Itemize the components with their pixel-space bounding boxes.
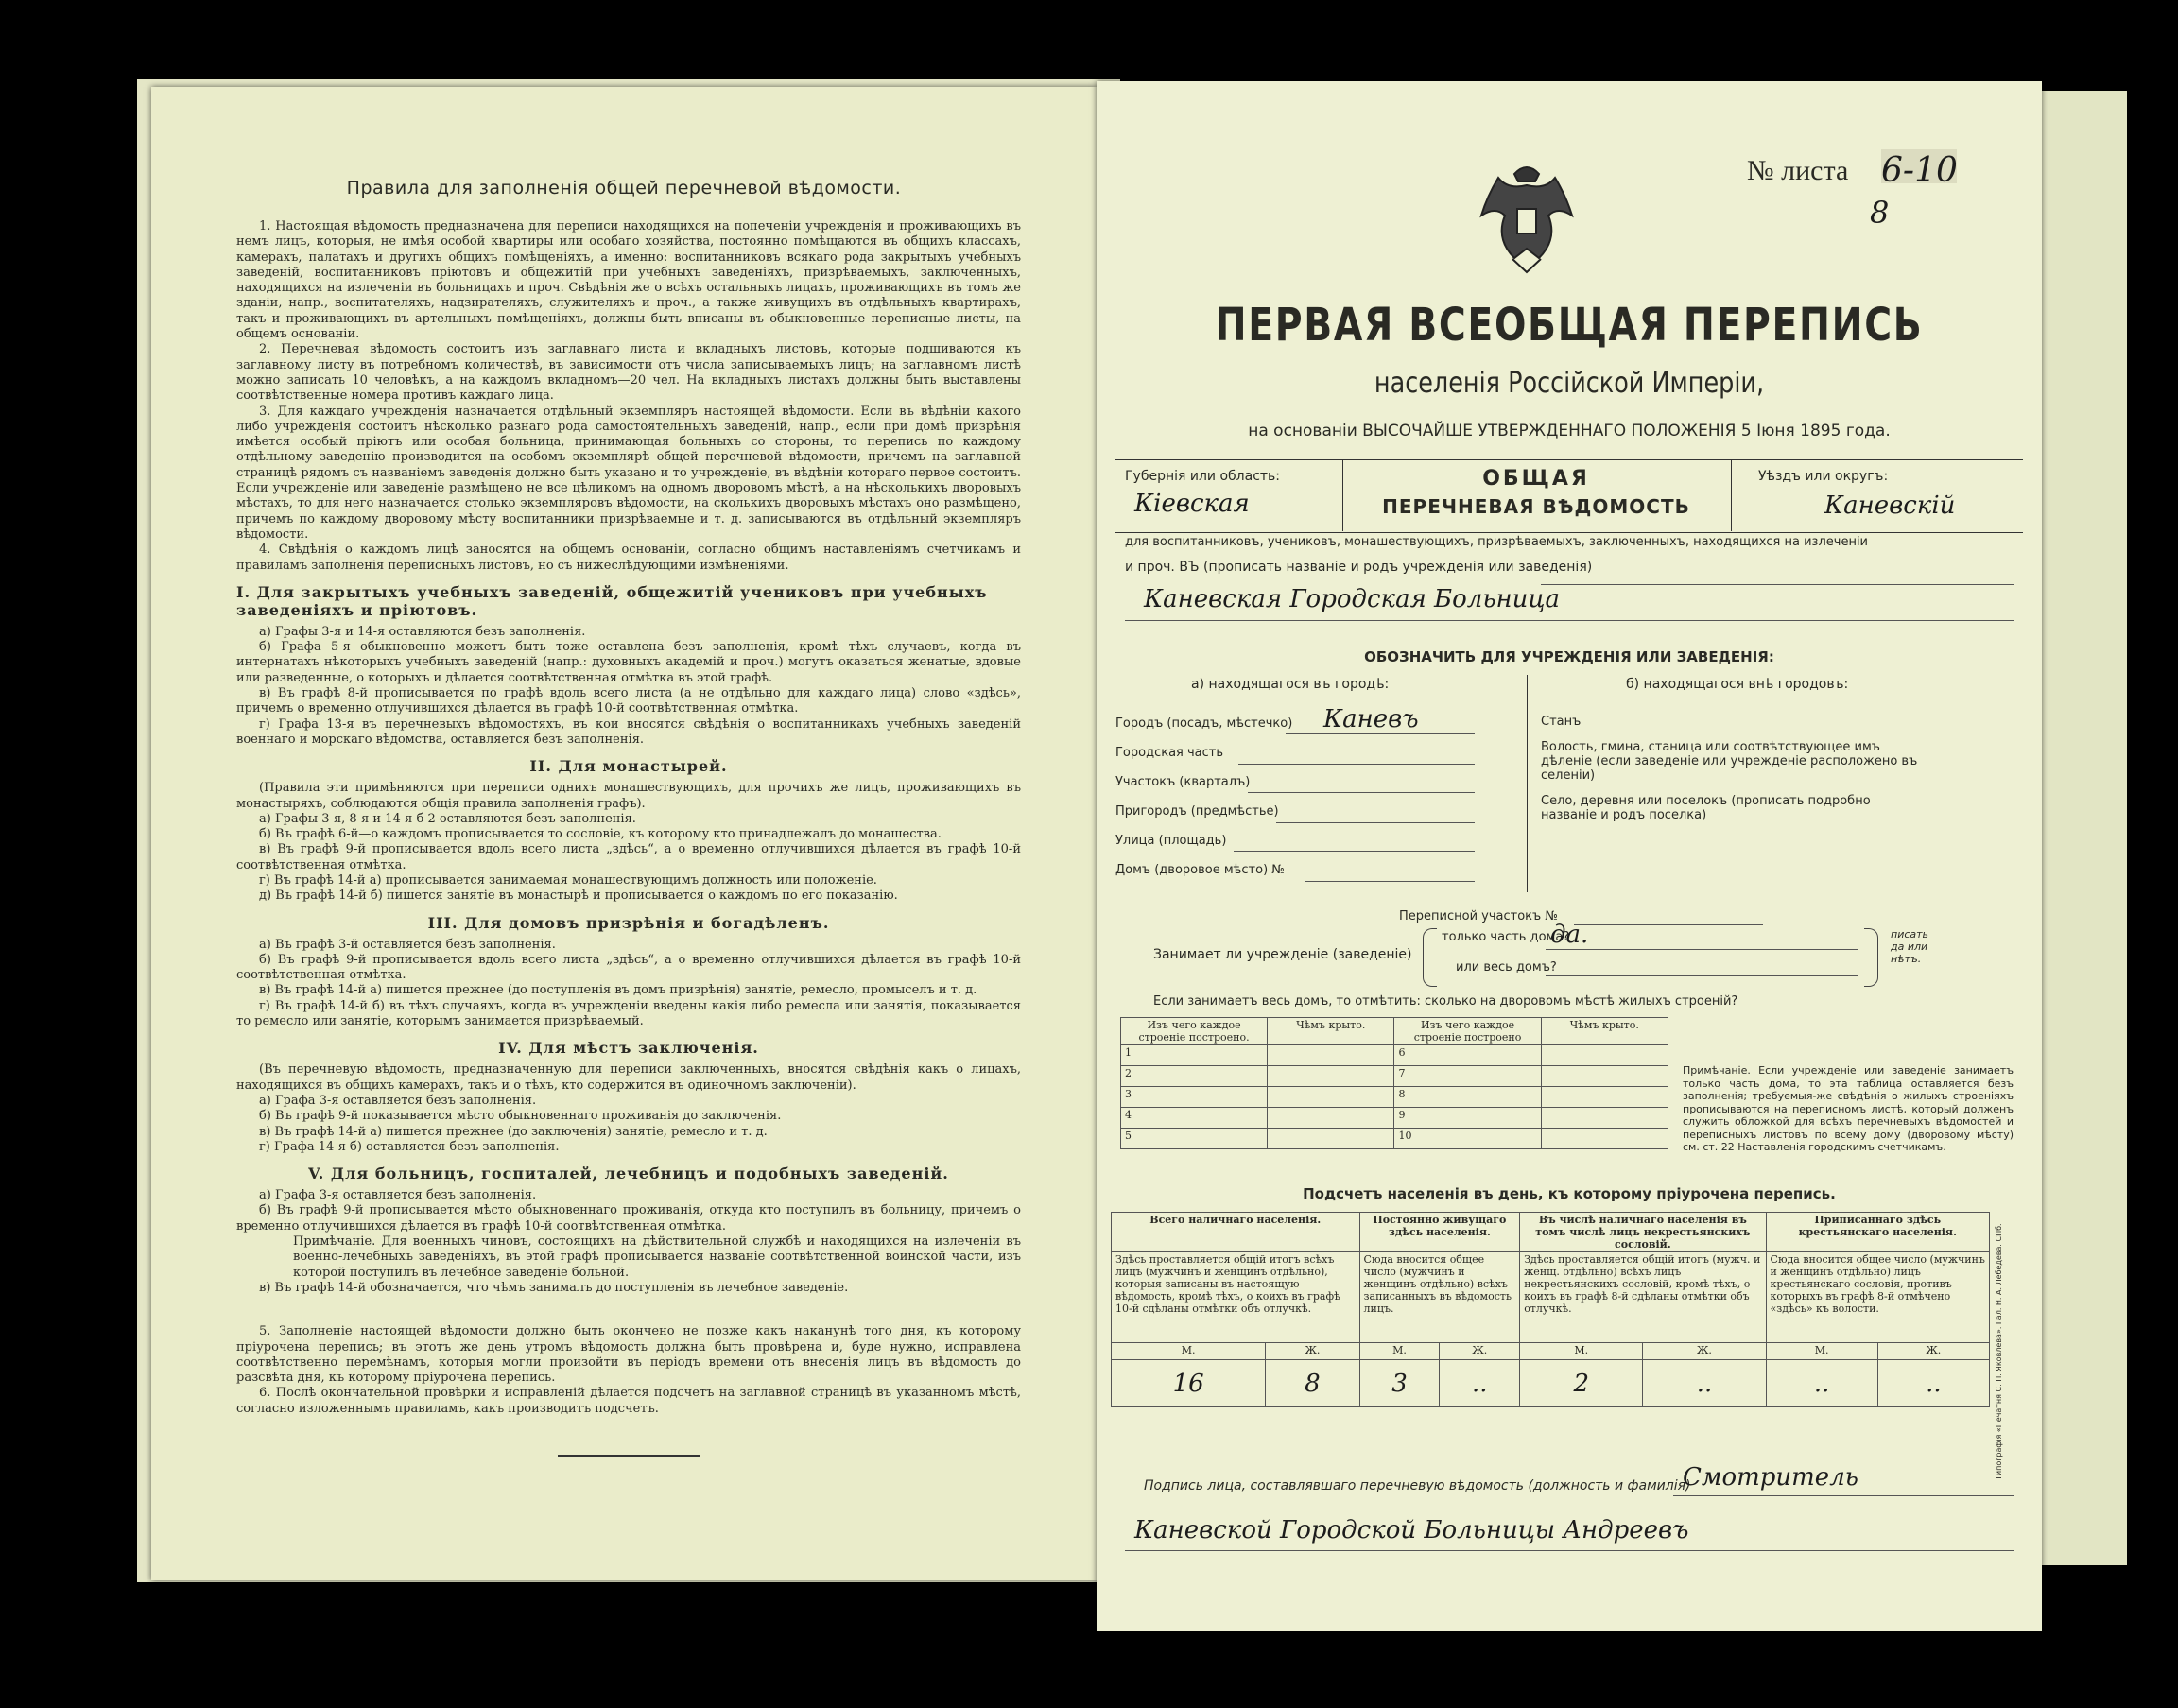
table-cell [1268, 1045, 1394, 1066]
table-cell [1541, 1087, 1668, 1108]
imperial-eagle-emblem-icon [1475, 157, 1579, 280]
occupies-label: Занимает ли учрежденіе (заведеніе) [1153, 947, 1412, 962]
table-cell [1541, 1066, 1668, 1087]
form-title-line2: ПЕРЕЧНЕВАЯ ВѢДОМОСТЬ [1382, 495, 1690, 518]
block-divider [1527, 675, 1528, 892]
rule-item: г) Въ графѣ 14-й б) въ тѣхъ случаяхъ, когда въ учрежденіи введены какія либо ремесла или занятія, показывается то ремесло или занятіе, которымъ занимается призрѣваемый. [236, 998, 1021, 1029]
rule-item: г) Въ графѣ 14-й а) прописывается занимаемая монашествующимъ должность или положеніе. [259, 872, 877, 888]
house-underline [1305, 881, 1475, 882]
table-cell [1268, 1129, 1394, 1149]
side-note: писать да или нѣтъ. [1891, 928, 1929, 965]
sheet-number-label: № листа [1747, 155, 1849, 186]
out-city-heading: б) находящагося внѣ городовъ: [1626, 677, 1849, 692]
rule-item: в) Въ графѣ 9-й прописывается вдоль всего листа „здѣсь“, а о временно отлучившихся дѣлается въ графѣ 10-й соотвѣтственная отмѣтка. [236, 842, 1021, 872]
table-header: Ж. [1877, 1343, 1989, 1360]
suburb-underline [1276, 822, 1475, 823]
rule-paragraph: 1. Настоящая вѣдомость предназначена для переписи находящихся на попеченіи учрежденія и проживающихъ въ немъ лицъ, которыя, не имѣя особой квартиры или особаго хозяйства, постоянно помѣщаются въ общихъ классахъ, камерахъ, палатахъ и другихъ общихъ помѣщеніяхъ, а именно: воспитанниковъ всякаго рода закрытыхъ учебныхъ заведеній, воспитанниковъ пріютовъ и общежитій при учебныхъ заведеніяхъ, призрѣваемыхъ, заключенныхъ, находящихся на излеченіи въ больницахъ и проч. Свѣдѣнія же о всѣхъ остальныхъ лицахъ, проживающихъ въ томъ же зданіи, напр., воспитателяхъ, надзирателяхъ, служителяхъ и проч., а также живущихъ въ отдѣльныхъ квартирахъ, такъ и проживающихъ въ артельныхъ помѣщеніяхъ, должны быть вписаны въ обыкновенные переписные листы, на общемъ основаніи. [236, 219, 1021, 342]
rule-item: а) Графа 3-я оставляется безъ заполненія. [259, 1093, 537, 1108]
table-cell: Здѣсь проставляется общій итогъ (мужч. и женщ. отдѣльно) всѣхъ лицъ некрестьянскихъ сословій, кромѣ тѣхъ, о коихъ въ графѣ 8-й сдѣланы отмѣтки объ отлучкѣ. [1520, 1252, 1766, 1343]
uezd-label: Уѣздъ или округъ: [1758, 469, 1889, 484]
population-count-table [1111, 1212, 1990, 1407]
designate-heading: ОБОЗНАЧИТЬ ДЛЯ УЧРЕЖДЕНІЯ ИЛИ ЗАВЕДЕНІЯ: [1364, 648, 1774, 665]
whole-house-note: Если занимаетъ весь домъ, то отмѣтить: сколько на дворовомъ мѣстѣ жилыхъ строеній? [1153, 994, 1738, 1009]
signature-underline-1 [1673, 1495, 2014, 1496]
table-cell: 6 [1394, 1045, 1541, 1066]
city-field-label: Пригородъ (предмѣстье) [1115, 804, 1279, 819]
table-cell: Сюда вносится общее число (мужчинъ и женщинъ отдѣльно) лицъ крестьянскаго сословія, противъ которыхъ въ графѣ 8-й отмѣчено «здѣсь» къ волости. [1766, 1252, 1989, 1343]
table-cell [1268, 1066, 1394, 1087]
city-fields [1115, 709, 1494, 885]
section-heading: IV. Для мѣстъ заключенія. [498, 1039, 759, 1058]
table-cell: Здѣсь проставляется общій итогъ всѣхъ лицъ (мужчинъ и женщинъ отдѣльно), которыя записаны въ настоящую вѣдомость, кромѣ тѣхъ, о коихъ въ графѣ 10-й сдѣланы отмѣтки объ отлучкѣ. [1112, 1252, 1360, 1343]
table-header: Всего наличнаго населенія. [1112, 1213, 1360, 1252]
buildings-table [1120, 1017, 1668, 1149]
part-house-value: да. [1550, 921, 1589, 949]
rules-title: Правила для заполненія общей перечневой вѣдомости. [346, 178, 902, 198]
rule-item: д) Въ графѣ 14-й б) пишется занятіе въ монастырѣ и прописывается о каждомъ по его показанію. [259, 889, 898, 904]
city-field-label: Городская часть [1115, 746, 1224, 760]
rule-item: в) Въ графѣ 14-й а) пишется прежнее (до заключенія) занятіе, ремесло и т. д. [259, 1124, 768, 1139]
table-cell: 10 [1394, 1129, 1541, 1149]
rule-item: г) Графа 13-я въ перечневыхъ вѣдомостяхъ, въ кои вносятся свѣдѣнія о воспитанникахъ учебныхъ заведеній военнаго и морскаго вѣдомства, оставляется безъ заполненія. [236, 716, 1021, 747]
census-subtitle: населенія Россійской Имперіи, [1374, 367, 1765, 400]
table-cell [1541, 1045, 1668, 1066]
institution-underline [1541, 584, 2014, 585]
count-cell: .. [1643, 1360, 1766, 1407]
guberniya-value: Кіевская [1134, 490, 1250, 518]
rule-paragraph: 2. Перечневая вѣдомость состоитъ изъ заглавнаго листа и вкладныхъ листовъ, которые подшиваются къ заглавному листу въ потребномъ количествѣ, въ зависимости отъ числа записываемыхъ лицъ; на заглавномъ листѣ можно записать 10 человѣкъ, а на каждомъ вкладномъ—20 чел. На вкладныхъ листахъ должны быть выставлены соотвѣтственные номера противъ каждаго лица. [236, 342, 1021, 404]
uezd-value: Каневскій [1824, 492, 1956, 520]
rule-paragraph: 3. Для каждаго учрежденія назначается отдѣльный экземпляръ настоящей вѣдомости. Если въ вѣдѣніи какого либо учрежденія состоитъ нѣсколько разнаго рода самостоятельныхъ заведеній, напр., если при домѣ призрѣнія имѣется особый пріютъ или особая больница, принимающая больныхъ со стороны, то перепись по каждому отдѣльному заведенію производится на особомъ экземплярѣ общей перечневой вѣдомости, причемъ на заглавной страницѣ рядомъ съ названіемъ заведенія должно быть указано и то учрежденіе, въ вѣдѣніи котораго первое состоитъ. Если учрежденіе или заведеніе размѣщено не все цѣликомъ на одномъ дворовомъ мѣстѣ, а на нѣсколькихъ дворовыхъ мѣстахъ, то для него назначается столько экземпляровъ вѣдомости, на сколькихъ дворовыхъ мѣстахъ оно размѣщено, причемъ по каждому дворовому мѣсту воспитанники призрѣваемые и т. д. записываются въ отдѣльный экземпляръ вѣдомости. [236, 404, 1021, 542]
institution-underline-2 [1125, 620, 2014, 621]
part-house-label: только часть дома? [1442, 930, 1570, 944]
sheet-number-handwritten: 6-10 [1881, 151, 1958, 190]
section-heading: II. Для монастырей. [529, 757, 728, 776]
rule-paragraph: 6. Послѣ окончательной провѣрки и исправленій дѣлается подсчетъ на заглавной страницѣ въ указанномъ мѣстѣ, согласно изложеннымъ правиламъ, какъ производитъ подсчетъ. [236, 1386, 1021, 1416]
precinct-underline [1248, 792, 1475, 793]
table-header: Постоянно живущаго здѣсь населенія. [1359, 1213, 1520, 1252]
rule-item: б) Въ графѣ 9-й прописывается вдоль всего листа „здѣсь“, а о временно отлучившихся дѣлается въ графѣ 10-й соотвѣтственная отмѣтка. [236, 952, 1021, 983]
signature-underline-2 [1125, 1550, 2014, 1551]
purpose-line-2: и проч. ВЪ (прописать названіе и родъ учрежденія или заведенія) [1125, 560, 1593, 575]
table-header: Въ числѣ наличнаго населенія въ томъ числѣ лицъ некрестьянскихъ сословій. [1520, 1213, 1766, 1252]
table-cell [1268, 1087, 1394, 1108]
table-header: М. [1112, 1343, 1266, 1360]
section-heading: V. Для больницъ, госпиталей, лечебницъ и подобныхъ заведеній. [308, 1165, 949, 1183]
table-cell: 9 [1394, 1108, 1541, 1129]
whole-house-underline [1546, 975, 1858, 976]
table-header: М. [1520, 1343, 1643, 1360]
table-header: Ж. [1440, 1343, 1520, 1360]
rule-item: б) Въ графѣ 9-й прописывается мѣсто обыкновеннаго проживанія, откуда кто поступилъ въ больницу, причемъ о временно отлучившихся дѣлается въ графѣ 10-й соотвѣтственная отмѣтка. [236, 1203, 1021, 1234]
rule-item: (Правила эти примѣняются при переписи однихъ монашествующихъ, для прочихъ же лицъ, проживающихъ въ монастыряхъ, соблюдаются общія правила заполненія графъ). [236, 781, 1021, 811]
table-cell: 4 [1121, 1108, 1268, 1129]
city-field-label: Улица (площадь) [1115, 834, 1227, 848]
table-header: Ж. [1266, 1343, 1359, 1360]
rules-page [151, 87, 1097, 1580]
table-header: Приписаннаго здѣсь крестьянскаго населенія. [1766, 1213, 1989, 1252]
table-header: Ж. [1643, 1343, 1766, 1360]
brace-right [1864, 928, 1878, 987]
signature-value-1: Смотритель [1683, 1463, 1858, 1492]
table-cell: 3 [1121, 1087, 1268, 1108]
city-field-label: Домъ (дворовое мѣсто) № [1115, 863, 1285, 877]
rule-item: б) Графа 5-я обыкновенно можетъ быть тоже оставлена безъ заполненія, кромѣ тѣхъ случаевъ, когда въ интернатахъ нѣкоторыхъ учебныхъ заведеній (напр.: духовныхъ академій и проч.) могутъ оказаться женатые, вдовые или разведенные, о которыхъ и дѣлается соотвѣтственная отмѣтка въ этой графѣ. [236, 640, 1021, 685]
rule-paragraph: 4. Свѣдѣнія о каждомъ лицѣ заносятся на общемъ основаніи, согласно общимъ наставленіямъ счетчикамъ и правиламъ заполненія переписныхъ листовъ, но съ нижеслѣдующими измѣненіями. [236, 543, 1021, 573]
rule-item: б) Въ графѣ 6-й—о каждомъ прописывается то сословіе, къ которому кто принадлежалъ до монашества. [259, 827, 942, 842]
out-field-label: Станъ [1541, 715, 1582, 729]
census-title: ПЕРВАЯ ВСЕОБЩАЯ ПЕРЕПИСЬ [1215, 299, 1924, 352]
table-cell: Сюда вносится общее число (мужчинъ и женщинъ отдѣльно) всѣхъ записанныхъ въ вѣдомость лицъ. [1359, 1252, 1520, 1343]
city-value: Каневъ [1323, 705, 1419, 733]
out-field-label: Волость, гмина, станица или соотвѣтствующее имъ дѣленіе (если заведеніе или учрежденіе расположено въ селеніи) [1541, 740, 1918, 783]
city-underline [1286, 733, 1475, 734]
rule-item: (Въ перечневую вѣдомость, предназначенную для переписи заключенныхъ, вносятся свѣдѣнія какъ о лицахъ, находящихся въ общихъ камерахъ, такъ и о тѣхъ, кто содержится въ одиночномъ заключеніи). [236, 1062, 1021, 1093]
rule-item: а) Графы 3-я и 14-я оставляются безъ заполненія. [259, 624, 586, 639]
form-title-line1: ОБЩАЯ [1482, 467, 1590, 491]
rules-body [236, 219, 1021, 1457]
census-basis: на основаніи ВЫСОЧАЙШЕ УТВЕРЖДЕННАГО ПОЛОЖЕНІЯ 5 Іюня 1895 года. [1248, 422, 1891, 440]
rule-item: а) Графа 3-я оставляется безъ заполненія. [259, 1188, 537, 1203]
table-header: Чѣмъ крыто. [1541, 1018, 1668, 1045]
count-cell: .. [1877, 1360, 1989, 1407]
rule-item: г) Графа 14-я б) оставляется безъ заполненія. [259, 1139, 560, 1154]
rule-item: в) Въ графѣ 14-й обозначается, что чѣмъ занималъ до поступленія въ лечебное заведеніе. [259, 1280, 849, 1295]
rule-item: в) Въ графѣ 8-й прописывается по графѣ вдоль всего листа (а не отдѣльно для каждаго лица) слово «здѣсь», причемъ о временно отлучившихся дѣлается въ графѣ 10-й соотвѣтственная отмѣтка. [236, 686, 1021, 716]
section-heading: III. Для домовъ призрѣнія и богадѣленъ. [427, 913, 830, 932]
count-cell: 8 [1266, 1360, 1359, 1407]
in-city-heading: а) находящагося въ городѣ: [1191, 677, 1390, 692]
count-cell: .. [1766, 1360, 1877, 1407]
rule-item: а) Въ графѣ 3-й оставляется безъ заполненія. [259, 937, 556, 952]
institution-value: Каневская Городская Больница [1144, 585, 1561, 613]
out-fields [1541, 715, 1928, 822]
rule-item: а) Графы 3-я, 8-я и 14-я б 2 оставляются безъ заполненія. [259, 811, 636, 826]
sheet-number-handwritten-2: 8 [1870, 195, 1890, 231]
signature-label: Подпись лица, составлявшаго перечневую вѣдомость (должность и фамилія) [1144, 1478, 1691, 1493]
precinct-number-underline [1574, 924, 1763, 925]
city-field-label: Участокъ (кварталъ) [1115, 775, 1251, 789]
table-header: М. [1359, 1343, 1440, 1360]
count-cell: .. [1440, 1360, 1520, 1407]
table-cell [1541, 1129, 1668, 1149]
printer-note: Типографія «Печатня С. П. Яковлева». Гал. Н. А. Лебедева. СПб. [1995, 1223, 2003, 1480]
census-form-page [1097, 81, 2042, 1631]
table-cell [1268, 1108, 1394, 1129]
table-header: Чѣмъ крыто. [1268, 1018, 1394, 1045]
table-cell: 5 [1121, 1129, 1268, 1149]
table-header: М. [1766, 1343, 1877, 1360]
out-field-label: Село, деревня или поселокъ (прописать подробно названіе и родъ поселка) [1541, 794, 1871, 822]
count-cell: 16 [1112, 1360, 1266, 1407]
table-cell: 7 [1394, 1066, 1541, 1087]
rule-paragraph: 5. Заполненіе настоящей вѣдомости должно быть окончено не позже какъ наканунѣ того дня, къ которому пріурочена перепись; въ этотъ же день утромъ вѣдомость должна быть провѣрена и, буде нужно, исправлена соотвѣтственно перемѣнамъ, которыя могли произойти въ періодъ времени отъ внесенія лицъ въ вѣдомость до разсвѣта дня, къ которому пріурочена перепись. [236, 1324, 1021, 1386]
table-cell: 1 [1121, 1045, 1268, 1066]
part-house-underline [1546, 949, 1858, 950]
city-field-label: Городъ (посадъ, мѣстечко) [1115, 716, 1293, 731]
rule-item: в) Въ графѣ 14-й а) пишется прежнее (до поступленія въ домъ призрѣнія) занятіе, ремесло, промыселъ и т. д. [259, 983, 977, 998]
whole-house-label: или весь домъ? [1456, 960, 1557, 975]
table-cell [1541, 1108, 1668, 1129]
street-underline [1234, 851, 1475, 852]
district-underline [1238, 764, 1475, 765]
count-title: Подсчетъ населенія въ день, къ которому пріурочена перепись. [1303, 1185, 1836, 1202]
table-cell: 2 [1121, 1066, 1268, 1087]
count-cell: 3 [1359, 1360, 1440, 1407]
purpose-line: для воспитанниковъ, учениковъ, монашествующихъ, призрѣваемыхъ, заключенныхъ, находящихся на излеченіи [1125, 535, 1868, 549]
section-heading: I. Для закрытыхъ учебныхъ заведеній, общежитій учениковъ при учебныхъ заведеніяхъ и пріютовъ. [236, 582, 988, 619]
guberniya-label: Губернія или область: [1125, 469, 1281, 484]
signature-value-2: Каневской Городской Больницы Андреевъ [1134, 1516, 1689, 1544]
table-cell: 8 [1394, 1087, 1541, 1108]
closing-rule [558, 1455, 700, 1457]
brace [1423, 928, 1437, 987]
rule-item: б) Въ графѣ 9-й показывается мѣсто обыкновеннаго проживанія до заключенія. [259, 1109, 782, 1124]
buildings-note: Примѣчаніе. Если учрежденіе или заведеніе занимаетъ только часть дома, то эта таблица оставляется безъ заполненія; требуемыя-же свѣдѣнія о жилыхъ строеніяхъ прописываются на переписномъ листѣ, который долженъ служить обложкой для всѣхъ перечневыхъ вѣдомостей и переписныхъ листовъ по всему дому (дворовому мѣсту) см. ст. 22 Наставленія городскимъ счетчикамъ. [1683, 1064, 2014, 1153]
precinct-label: Переписной участокъ № [1399, 909, 1558, 923]
table-header: Изъ чего каждое строеніе построено. [1121, 1018, 1268, 1045]
table-header: Изъ чего каждое строеніе построено [1394, 1018, 1541, 1045]
rule-note: Примѣчаніе. Для военныхъ чиновъ, состоящихъ на дѣйствительной службѣ и находящихся на излеченіи въ военно-лечебныхъ заведеніяхъ, въ этой графѣ прописывается названіе соотвѣтственной воинской части, изъ которой поступилъ въ лечебное заведеніе больной. [293, 1234, 1021, 1280]
count-cell: 2 [1520, 1360, 1643, 1407]
